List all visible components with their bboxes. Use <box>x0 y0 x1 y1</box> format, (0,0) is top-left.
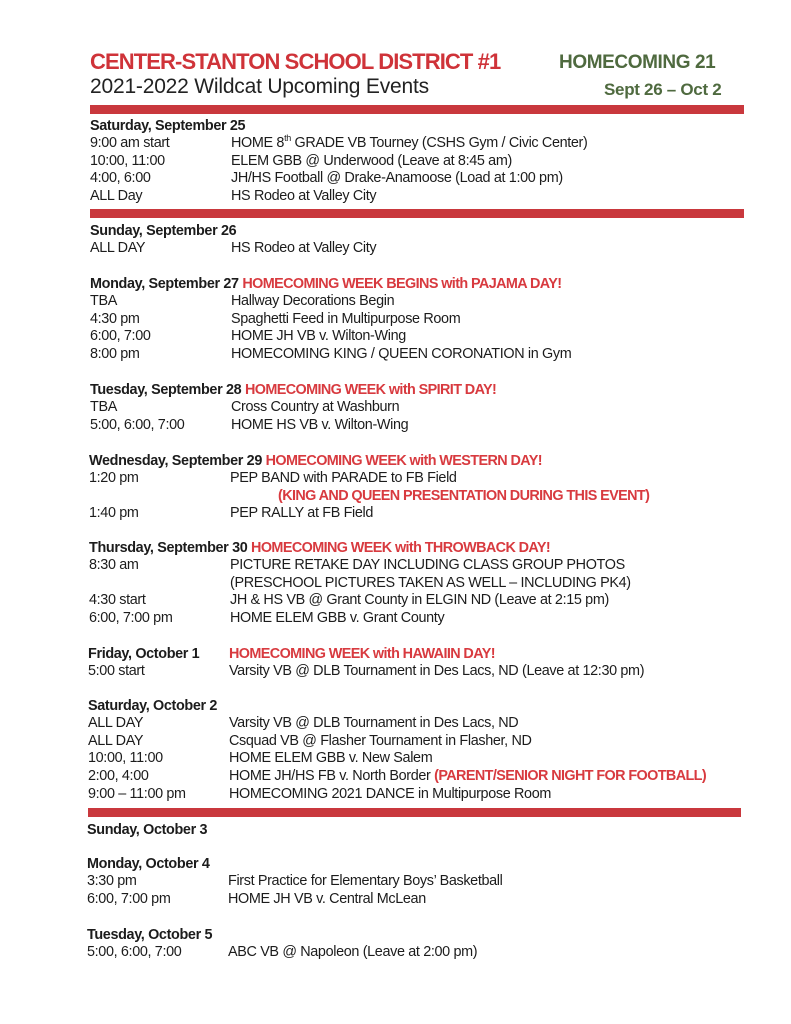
event-row <box>88 715 706 733</box>
event-text: Spaghetti Feed in Multipurpose Room <box>231 310 461 327</box>
event-row <box>90 170 587 188</box>
event-time: 2:00, 4:00 <box>88 768 149 785</box>
event-description <box>231 328 406 346</box>
divider-bar <box>90 209 744 218</box>
event-text: JH & HS VB @ Grant County in ELGIN ND (Leave at 2:15 pm) <box>230 592 609 609</box>
event-time: 5:00 start <box>88 663 145 679</box>
event-text: HOME 8 <box>231 135 285 151</box>
day-heading <box>87 926 477 944</box>
event-description <box>231 170 563 188</box>
event-description <box>228 891 426 909</box>
event-row <box>90 346 571 364</box>
day-section <box>89 539 631 628</box>
event-time: 1:40 pm <box>89 505 139 522</box>
event-description <box>231 240 376 258</box>
day-label: Wednesday, September 29 <box>89 453 262 469</box>
day-label: Monday, September 27 <box>90 276 239 292</box>
event-row <box>90 311 571 329</box>
event-row <box>88 733 706 751</box>
event-time: 8:30 am <box>89 557 139 573</box>
event-description <box>229 733 532 751</box>
district-title: CENTER-STANTON SCHOOL DISTRICT #1 <box>90 49 501 74</box>
event-time: 9:00 – 11:00 pm <box>88 785 186 802</box>
event-text: HOME JH VB v. Wilton-Wing <box>231 328 406 345</box>
homecoming-dates: Sept 26 – Oct 2 <box>604 80 722 99</box>
event-description <box>230 575 631 593</box>
day-label: Tuesday, October 5 <box>87 927 213 943</box>
event-row <box>90 293 571 311</box>
event-description <box>229 750 432 768</box>
event-row <box>90 240 376 258</box>
event-time <box>89 488 230 506</box>
event-description <box>230 488 649 506</box>
day-heading <box>90 381 496 399</box>
event-text: Csquad VB @ Flasher Tournament in Flasher, ND <box>229 732 532 749</box>
event-description <box>231 135 587 153</box>
day-section <box>87 926 477 962</box>
event-description <box>231 153 512 171</box>
event-text: PEP RALLY at FB Field <box>230 505 374 522</box>
event-row <box>87 944 477 962</box>
event-row <box>90 135 587 153</box>
event-time: 4:30 start <box>89 592 146 609</box>
day-section <box>88 697 706 803</box>
event-highlight: (PARENT/SENIOR NIGHT FOR FOOTBALL) <box>434 768 707 785</box>
event-description <box>230 505 373 523</box>
event-text: PICTURE RETAKE DAY INCLUDING CLASS GROUP PHOTOS <box>230 557 625 573</box>
day-label: Friday, October 1 <box>88 646 200 662</box>
day-section <box>87 855 502 908</box>
superscript: th <box>284 133 291 144</box>
event-description <box>229 768 706 786</box>
event-description <box>229 715 518 733</box>
day-section <box>90 222 376 258</box>
day-section <box>90 381 496 434</box>
event-text: JH/HS Football @ Drake-Anamoose (Load at 1:00 pm) <box>231 170 563 187</box>
event-text: Varsity VB @ DLB Tournament in Des Lacs, ND <box>229 715 519 731</box>
event-text: First Practice for Elementary Boys’ Basketball <box>228 873 503 889</box>
event-description <box>231 346 571 364</box>
event-time: 6:00, 7:00 pm <box>89 610 173 627</box>
event-row <box>89 488 649 506</box>
event-description <box>230 557 625 575</box>
event-text: HS Rodeo at Valley City <box>231 188 377 205</box>
event-row <box>90 399 496 417</box>
event-row <box>89 592 631 610</box>
event-text: HOMECOMING KING / QUEEN CORONATION in Gym <box>231 346 572 363</box>
theme-day-note: HOMECOMING WEEK BEGINS with PAJAMA DAY! <box>242 276 562 292</box>
day-section <box>87 821 207 839</box>
event-row <box>90 153 587 171</box>
day-heading <box>90 275 571 293</box>
day-label: Saturday, September 25 <box>90 118 246 134</box>
day-section <box>88 645 644 681</box>
event-text: HOMECOMING 2021 DANCE in Multipurpose Room <box>229 785 551 802</box>
event-description <box>231 293 394 311</box>
event-time: 1:20 pm <box>89 470 139 486</box>
event-time: TBA <box>90 399 117 415</box>
day-section <box>90 275 571 364</box>
event-time: TBA <box>90 293 117 309</box>
event-highlight: (KING AND QUEEN PRESENTATION DURING THIS EVENT) <box>278 487 650 504</box>
event-row <box>89 575 631 593</box>
day-section <box>89 452 649 523</box>
event-time: 5:00, 6:00, 7:00 <box>90 416 185 433</box>
event-description <box>230 610 444 628</box>
theme-day-note: HOMECOMING WEEK with HAWAIIN DAY! <box>229 646 495 662</box>
event-row <box>87 891 502 909</box>
event-row <box>89 470 649 488</box>
event-time: 6:00, 7:00 <box>90 328 151 345</box>
event-description <box>231 188 376 206</box>
event-text: PEP BAND with PARADE to FB Field <box>230 470 457 486</box>
day-heading <box>87 855 502 873</box>
event-text: HS Rodeo at Valley City <box>231 240 377 256</box>
page-subtitle: 2021-2022 Wildcat Upcoming Events <box>90 75 429 98</box>
event-description <box>229 663 644 681</box>
event-text: GRADE VB Tourney (CSHS Gym / Civic Center) <box>290 135 588 151</box>
event-row <box>90 417 496 435</box>
event-time: ALL DAY <box>88 732 144 749</box>
event-time: 4:30 pm <box>90 310 140 327</box>
day-heading <box>88 697 706 715</box>
event-time: 3:30 pm <box>87 873 137 889</box>
event-description <box>228 873 502 891</box>
day-heading <box>88 645 644 663</box>
day-label: Sunday, September 26 <box>90 223 237 239</box>
event-time: 5:00, 6:00, 7:00 <box>87 944 182 960</box>
event-text: (PRESCHOOL PICTURES TAKEN AS WELL – INCLUDING PK4) <box>230 574 631 591</box>
event-description <box>228 944 477 962</box>
event-text: HOME ELEM GBB v. New Salem <box>229 750 433 767</box>
theme-day-note: HOMECOMING WEEK with SPIRIT DAY! <box>244 382 497 398</box>
event-row <box>89 505 649 523</box>
event-row <box>90 188 587 206</box>
day-label: Tuesday, September 28 <box>90 382 242 398</box>
event-time <box>89 575 230 593</box>
event-row <box>89 557 631 575</box>
divider-bar <box>88 808 741 817</box>
event-row <box>87 873 502 891</box>
event-text: ELEM GBB @ Underwood (Leave at 8:45 am) <box>231 152 512 169</box>
day-heading <box>90 117 587 135</box>
event-time: 8:00 pm <box>90 346 140 363</box>
event-row <box>89 610 631 628</box>
event-description <box>230 592 609 610</box>
day-label: Saturday, October 2 <box>88 698 218 714</box>
event-description <box>231 399 399 417</box>
event-time: 6:00, 7:00 pm <box>87 890 171 907</box>
event-description <box>231 417 408 435</box>
event-text: Varsity VB @ DLB Tournament in Des Lacs, ND (Leave at 12:30 pm) <box>229 663 645 679</box>
day-label: Thursday, September 30 <box>89 540 248 556</box>
day-heading <box>89 539 631 557</box>
event-row <box>88 750 706 768</box>
event-text: ABC VB @ Napoleon (Leave at 2:00 pm) <box>228 944 478 960</box>
event-time: ALL Day <box>90 188 143 205</box>
event-text: HOME HS VB v. Wilton-Wing <box>231 416 409 433</box>
event-row <box>88 663 644 681</box>
event-text: Hallway Decorations Begin <box>231 293 395 309</box>
event-text: HOME ELEM GBB v. Grant County <box>230 610 445 627</box>
event-description <box>230 470 457 488</box>
event-text: HOME JH/HS FB v. North Border <box>229 768 435 785</box>
event-row <box>88 786 706 804</box>
day-section <box>90 117 587 206</box>
event-time: 10:00, 11:00 <box>90 152 165 169</box>
event-time: ALL DAY <box>90 240 146 256</box>
theme-day-note: HOMECOMING WEEK with WESTERN DAY! <box>265 453 542 469</box>
day-heading <box>87 821 207 839</box>
divider-bar <box>90 105 744 114</box>
event-row <box>88 768 706 786</box>
day-heading <box>89 452 649 470</box>
day-label: Monday, October 4 <box>87 856 210 872</box>
homecoming-title: HOMECOMING 21 <box>559 52 716 73</box>
event-time: ALL DAY <box>88 715 144 731</box>
event-time: 9:00 am start <box>90 135 170 151</box>
event-description <box>231 311 460 329</box>
event-time: 4:00, 6:00 <box>90 170 151 187</box>
day-label: Sunday, October 3 <box>87 822 208 838</box>
theme-day-note: HOMECOMING WEEK with THROWBACK DAY! <box>251 540 551 556</box>
event-row <box>90 328 571 346</box>
event-description <box>229 786 551 804</box>
event-time: 10:00, 11:00 <box>88 750 163 767</box>
event-text: HOME JH VB v. Central McLean <box>228 890 426 907</box>
day-heading <box>90 222 376 240</box>
event-text: Cross Country at Washburn <box>231 399 400 415</box>
